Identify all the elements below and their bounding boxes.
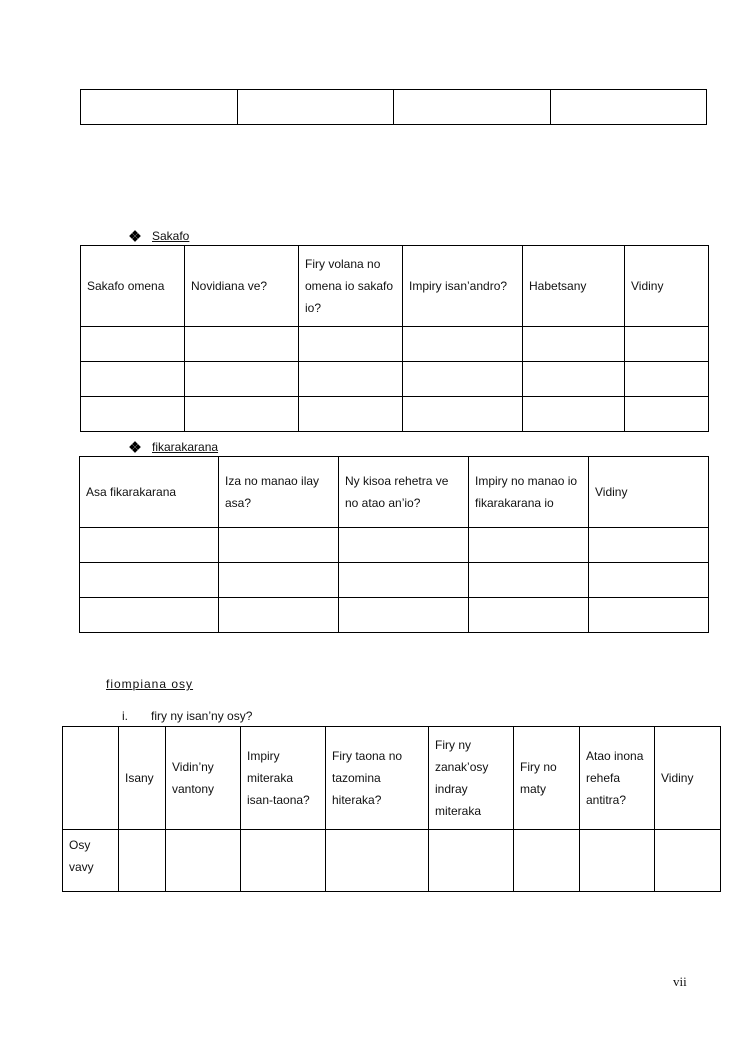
table-cell xyxy=(299,362,403,397)
sakafo-heading: Sakafo xyxy=(152,229,190,243)
sakafo-table xyxy=(80,245,709,432)
column-header: Vidiny xyxy=(589,457,709,528)
table-cell xyxy=(589,563,709,598)
column-header: Iza no manao ilay asa? xyxy=(219,457,339,528)
table-cell xyxy=(339,563,469,598)
question-item xyxy=(122,709,252,723)
column-header xyxy=(63,727,119,830)
column-header: Impiry isan’andro? xyxy=(403,246,523,327)
table-cell xyxy=(469,563,589,598)
table-row xyxy=(80,528,709,563)
table-cell xyxy=(429,830,514,892)
table-cell xyxy=(81,362,185,397)
table-row xyxy=(81,90,707,125)
column-header: Sakafo omena xyxy=(81,246,185,327)
table-cell xyxy=(403,327,523,362)
table-cell xyxy=(469,598,589,633)
table-cell xyxy=(403,397,523,432)
table-cell xyxy=(469,528,589,563)
table-row xyxy=(81,397,709,432)
column-header: Habetsany xyxy=(523,246,625,327)
diamond-bullet-icon xyxy=(130,231,140,241)
table-cell xyxy=(80,528,219,563)
table-cell xyxy=(589,528,709,563)
table-cell xyxy=(625,397,709,432)
table-cell xyxy=(326,830,429,892)
column-header: Firy no maty xyxy=(514,727,580,830)
question-number: i. xyxy=(122,709,128,723)
column-header: Impiry no manao io fikarakarana io xyxy=(469,457,589,528)
table-cell xyxy=(339,528,469,563)
fikarakarana-heading: fikarakarana xyxy=(152,440,219,454)
table-cell xyxy=(589,598,709,633)
column-header: Vidiny xyxy=(625,246,709,327)
column-header: Firy ny zanak’osy indray miteraka xyxy=(429,727,514,830)
diamond-bullet-icon xyxy=(130,442,140,452)
table-cell xyxy=(625,362,709,397)
table-cell xyxy=(185,397,299,432)
table-cell xyxy=(80,563,219,598)
table-cell xyxy=(219,528,339,563)
table-cell xyxy=(185,362,299,397)
table-cell xyxy=(166,830,241,892)
table-cell xyxy=(625,327,709,362)
table-cell xyxy=(523,327,625,362)
table-cell xyxy=(241,830,326,892)
table-cell xyxy=(219,563,339,598)
table-cell xyxy=(237,90,394,125)
table-cell xyxy=(339,598,469,633)
table-cell xyxy=(403,362,523,397)
table-header-row xyxy=(81,246,709,327)
table-header-row xyxy=(80,457,709,528)
table-cell xyxy=(655,830,721,892)
table-cell xyxy=(80,598,219,633)
table-cell xyxy=(81,90,238,125)
table-cell xyxy=(81,327,185,362)
sakafo-bullet xyxy=(130,229,189,243)
table-row xyxy=(81,362,709,397)
table-cell xyxy=(119,830,166,892)
question-text: firy ny isan’ny osy? xyxy=(151,709,253,723)
column-header: Atao inona rehefa antitra? xyxy=(580,727,655,830)
column-header: Ny kisoa rehetra ve no atao an’io? xyxy=(339,457,469,528)
table-cell xyxy=(523,362,625,397)
column-header: Firy taona no tazomina hiteraka? xyxy=(326,727,429,830)
table-cell xyxy=(523,397,625,432)
top-empty-table xyxy=(80,89,707,125)
column-header: Novidiana ve? xyxy=(185,246,299,327)
column-header: Firy volana no omena io sakafo io? xyxy=(299,246,403,327)
table-cell xyxy=(299,327,403,362)
table-header-row xyxy=(63,727,721,830)
table-cell xyxy=(394,90,551,125)
column-header: Impiry miteraka isan-taona? xyxy=(241,727,326,830)
table-row xyxy=(80,563,709,598)
fikarakarana-table xyxy=(79,456,709,633)
page-number: vii xyxy=(673,974,687,989)
table-row xyxy=(80,598,709,633)
table-row xyxy=(81,327,709,362)
table-row xyxy=(63,830,721,892)
table-cell xyxy=(550,90,707,125)
fiompiana-osy-heading: fiompiana osy xyxy=(106,677,194,691)
fikarakarana-bullet xyxy=(130,440,218,454)
table-cell xyxy=(185,327,299,362)
column-header: Vidin’ny vantony xyxy=(166,727,241,830)
column-header: Isany xyxy=(119,727,166,830)
osy-table xyxy=(62,726,721,892)
column-header: Asa fikarakarana xyxy=(80,457,219,528)
table-cell xyxy=(580,830,655,892)
table-cell xyxy=(81,397,185,432)
row-label: Osy vavy xyxy=(63,830,119,892)
column-header: Vidiny xyxy=(655,727,721,830)
table-cell xyxy=(219,598,339,633)
table-cell xyxy=(514,830,580,892)
table-cell xyxy=(299,397,403,432)
